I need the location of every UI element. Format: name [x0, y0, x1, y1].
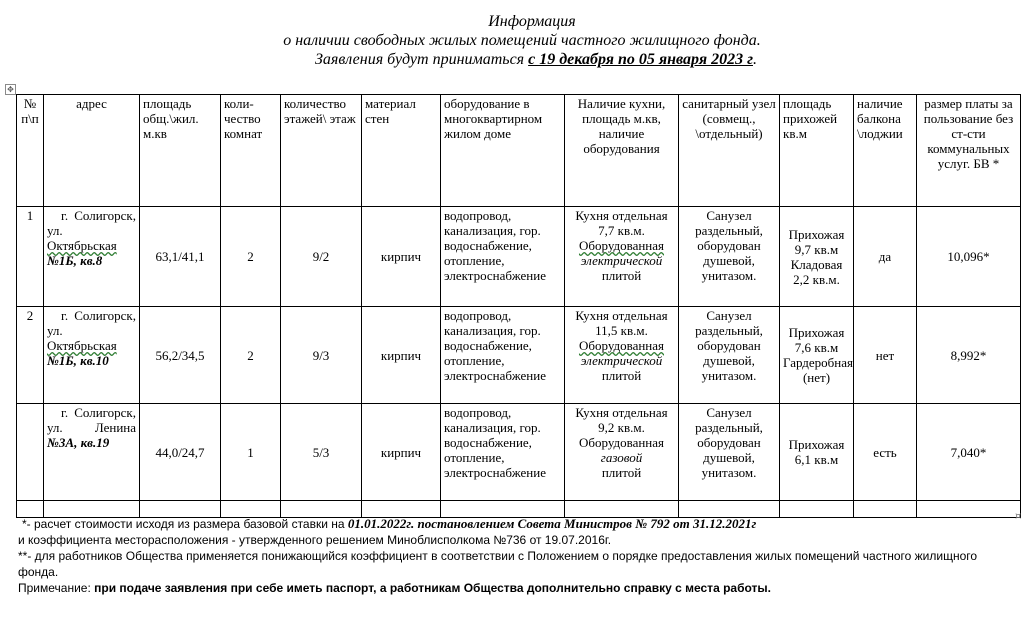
table-row-empty [17, 501, 1021, 518]
cell-equipment: водопровод, канализация, гор. водоснабжение, отопление, электроснабжение [441, 207, 565, 307]
empty-cell [780, 501, 854, 518]
cell-num: 1 [17, 207, 44, 307]
note-text: при подаче заявления при себе иметь паспорт, а работникам Общества дополнительно справку с места работы. [94, 581, 771, 595]
cell-sanitary: Санузел раздельный, оборудован душевой, унитазом. [679, 404, 780, 501]
footnote-1 [18, 516, 1018, 532]
document-header [0, 12, 1024, 69]
cell-kitchen [565, 404, 679, 501]
address-city: Солигорск, [74, 405, 136, 420]
cell-address [44, 404, 140, 501]
address-street-prefix: ул. [47, 223, 63, 238]
header-title: Информация [488, 13, 576, 30]
cell-rooms: 1 [221, 404, 281, 501]
empty-cell [679, 501, 780, 518]
note-label: Примечание: [18, 581, 95, 595]
cell-rooms: 2 [221, 207, 281, 307]
cell-floors: 5/3 [281, 404, 362, 501]
col-header-sanitary: санитарный узел (совмещ., \отдельный) [679, 95, 780, 207]
empty-cell [44, 501, 140, 518]
cell-kitchen [565, 307, 679, 404]
empty-cell [221, 501, 281, 518]
cell-fee: 7,040* [917, 404, 1021, 501]
col-header-rooms: коли-чество комнат [221, 95, 281, 207]
kitchen-stove-type: электрической [580, 353, 663, 368]
table-row [17, 307, 1021, 404]
address-street-prefix: ул. [47, 323, 63, 338]
address-street: Октябрьская [47, 238, 117, 253]
cell-balcony: да [854, 207, 917, 307]
cell-hall: Прихожая 6,1 кв.м [780, 404, 854, 501]
move-handle-icon[interactable]: ✥ [5, 84, 16, 95]
header-subtitle: о наличии свободных жилых помещений частного жилищного фонда. [283, 32, 761, 49]
col-header-kitchen: Наличие кухни, площадь м.кв, наличие оборудования [565, 95, 679, 207]
footnote-1-text: *- расчет стоимости исходя из размера базовой ставки на [22, 517, 348, 531]
address-city-prefix: г. [61, 405, 69, 420]
kitchen-size: Кухня отдельная 11,5 кв.м. [575, 308, 668, 338]
cell-end-marker-icon: ¤ [1015, 511, 1022, 522]
address-city: Солигорск, [74, 308, 136, 323]
col-header-address: адрес [44, 95, 140, 207]
address-street-prefix: ул. [47, 420, 63, 435]
kitchen-stove: плитой [601, 368, 642, 383]
cell-sanitary: Санузел раздельный, оборудован душевой, унитазом. [679, 207, 780, 307]
kitchen-stove: плитой [601, 465, 642, 480]
address-house: №1Б, кв.10 [47, 353, 109, 368]
cell-num [17, 404, 44, 501]
kitchen-size: Кухня отдельная 7,7 кв.м. [575, 208, 668, 238]
cell-area: 56,2/34,5 [140, 307, 221, 404]
col-header-hall: площадь прихожей кв.м [780, 95, 854, 207]
document-footer [18, 516, 1018, 596]
cell-area: 63,1/41,1 [140, 207, 221, 307]
cell-material: кирпич [362, 404, 441, 501]
cell-sanitary: Санузел раздельный, оборудован душевой, унитазом. [679, 307, 780, 404]
cell-hall: Прихожая 9,7 кв.м Кладовая 2,2 кв.м. [780, 207, 854, 307]
col-header-balcony: наличие балкона \лоджии [854, 95, 917, 207]
kitchen-stove-type: электрической [580, 253, 663, 268]
housing-table [16, 94, 1021, 518]
address-house: №1Б, кв.8 [47, 253, 103, 268]
dates-prefix: Заявления будут приниматься [315, 51, 529, 68]
address-street: Октябрьская [47, 338, 117, 353]
kitchen-stove-type: газовой [600, 450, 643, 465]
cell-area: 44,0/24,7 [140, 404, 221, 501]
table-row [17, 207, 1021, 307]
empty-cell [917, 501, 1021, 518]
cell-material: кирпич [362, 307, 441, 404]
address-house: №3А, кв.19 [47, 435, 110, 450]
footnote-1-emphasis: 01.01.2022г. постановлением Совета Министров № 792 от 31.12.2021г [347, 516, 757, 531]
cell-floors: 9/2 [281, 207, 362, 307]
note [18, 580, 1018, 596]
kitchen-equipped: Оборудованная [578, 338, 665, 353]
col-header-area: площадь общ.\жил. м.кв [140, 95, 221, 207]
table-row [17, 404, 1021, 501]
empty-cell [441, 501, 565, 518]
cell-address [44, 307, 140, 404]
cell-fee: 8,992* [917, 307, 1021, 404]
empty-cell [281, 501, 362, 518]
address-city-prefix: г. [61, 308, 69, 323]
cell-fee: 10,096* [917, 207, 1021, 307]
col-header-fee: размер платы за пользование без ст-сти коммунальных услуг. БВ * [917, 95, 1021, 207]
dates-suffix: . [752, 51, 757, 68]
col-header-equipment: оборудование в многоквартирном жилом доме [441, 95, 565, 207]
cell-num: 2 [17, 307, 44, 404]
kitchen-size: Кухня отдельная 9,2 кв.м. [575, 405, 668, 435]
cell-floors: 9/3 [281, 307, 362, 404]
cell-equipment: водопровод, канализация, гор. водоснабжение, отопление, электроснабжение [441, 404, 565, 501]
col-header-floors: количество этажей\ этаж [281, 95, 362, 207]
kitchen-equipped: Оборудованная [578, 435, 665, 450]
empty-cell [17, 501, 44, 518]
cell-material: кирпич [362, 207, 441, 307]
cell-balcony: есть [854, 404, 917, 501]
cell-hall: Прихожая 7,6 кв.м Гардеробная (нет) [780, 307, 854, 404]
dates-range: с 19 декабря по 05 января 2023 г [528, 51, 753, 68]
table-header-row [17, 95, 1021, 207]
col-header-num: № п\п [17, 95, 44, 207]
kitchen-equipped: Оборудованная [578, 238, 665, 253]
cell-address [44, 207, 140, 307]
empty-cell [565, 501, 679, 518]
address-city: Солигорск, [74, 208, 136, 223]
empty-cell [140, 501, 221, 518]
address-street: Ленина [94, 420, 136, 435]
kitchen-stove: плитой [601, 268, 642, 283]
address-city-prefix: г. [61, 208, 69, 223]
header-dates-line [0, 50, 1024, 69]
empty-cell [362, 501, 441, 518]
cell-equipment: водопровод, канализация, гор. водоснабжение, отопление, электроснабжение [441, 307, 565, 404]
cell-kitchen [565, 207, 679, 307]
footnote-2: **- для работников Общества применяется понижающийся коэффициент в соответствии с Положением о порядке предоставления жилых помещений частного жилищного фонда. [18, 549, 978, 579]
cell-balcony: нет [854, 307, 917, 404]
col-header-material: материал стен [362, 95, 441, 207]
footnote-1-line2: и коэффициента месторасположения - утвержденного решением Миноблисполкома №736 от 19.07.2016г. [18, 533, 612, 547]
cell-rooms: 2 [221, 307, 281, 404]
empty-cell [854, 501, 917, 518]
